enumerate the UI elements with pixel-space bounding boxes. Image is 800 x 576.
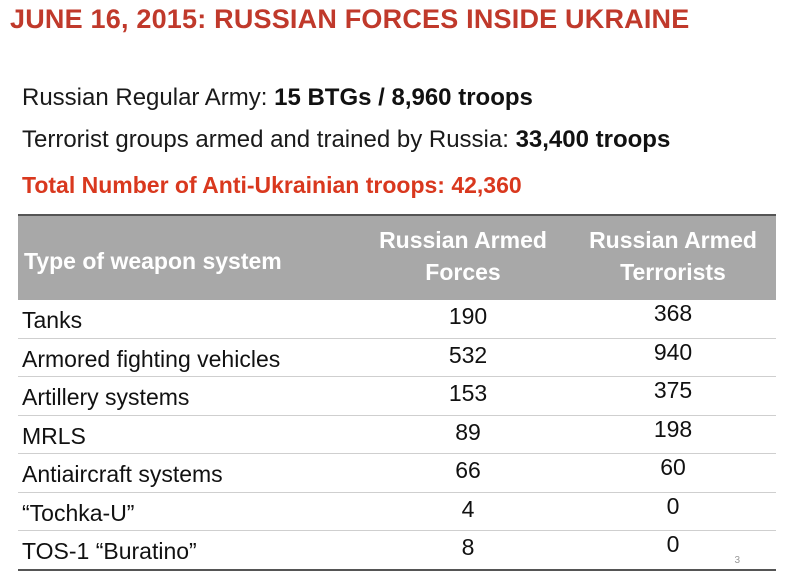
header-forces-line2: Forces bbox=[425, 259, 501, 285]
cell-terrorists: 60 bbox=[660, 454, 686, 480]
cell-type: Artillery systems bbox=[22, 384, 190, 410]
total-line: Total Number of Anti-Ukrainian troops: 42,360 bbox=[22, 172, 522, 198]
army-label: Russian Regular Army: bbox=[22, 84, 275, 111]
page-number: 3 bbox=[734, 555, 740, 566]
cell-terrorists: 368 bbox=[653, 300, 693, 326]
cell-terrorists: 198 bbox=[653, 415, 693, 442]
header-forces-line1: Russian Armed bbox=[379, 227, 547, 253]
cell-forces: 8 bbox=[461, 534, 475, 560]
weapons-table bbox=[18, 214, 776, 571]
table-row bbox=[18, 493, 776, 532]
cell-forces: 89 bbox=[455, 418, 481, 445]
table-row bbox=[18, 416, 776, 455]
header-type: Type of weapon system bbox=[24, 248, 282, 274]
cell-forces: 4 bbox=[461, 495, 475, 522]
header-terrorists-line2: Terrorists bbox=[620, 259, 726, 285]
cell-terrorists: 0 bbox=[666, 531, 680, 557]
table-row bbox=[18, 377, 776, 416]
table-row bbox=[18, 454, 776, 493]
table-row bbox=[18, 300, 776, 339]
cell-terrorists: 940 bbox=[653, 338, 693, 365]
army-line bbox=[22, 84, 533, 112]
terror-value: 33,400 troops bbox=[515, 126, 671, 153]
cell-forces: 153 bbox=[448, 380, 488, 406]
cell-type: Armored fighting vehicles bbox=[22, 345, 281, 372]
cell-terrorists: 0 bbox=[666, 492, 680, 519]
cell-type: TOS-1 “Buratino” bbox=[22, 538, 197, 564]
cell-type: Tanks bbox=[22, 307, 83, 333]
cell-forces: 532 bbox=[448, 341, 488, 368]
cell-terrorists: 375 bbox=[653, 377, 693, 403]
table-row bbox=[18, 339, 776, 378]
table-row bbox=[18, 531, 776, 571]
header-terrorists-line1: Russian Armed bbox=[589, 227, 757, 253]
header-forces bbox=[363, 224, 563, 288]
cell-forces: 190 bbox=[448, 303, 488, 329]
terror-line bbox=[22, 126, 670, 154]
cell-forces: 66 bbox=[455, 457, 481, 483]
army-value: 15 BTGs / 8,960 troops bbox=[274, 84, 533, 111]
terror-label: Terrorist groups armed and trained by Russia: bbox=[22, 126, 516, 153]
cell-type: Antiaircraft systems bbox=[22, 461, 223, 487]
table-header bbox=[18, 214, 776, 300]
slide-title: JUNE 16, 2015: RUSSIAN FORCES INSIDE UKRAINE bbox=[10, 4, 690, 34]
cell-type: MRLS bbox=[22, 422, 86, 449]
cell-type: “Tochka-U” bbox=[22, 499, 135, 526]
header-terrorists bbox=[570, 224, 776, 288]
